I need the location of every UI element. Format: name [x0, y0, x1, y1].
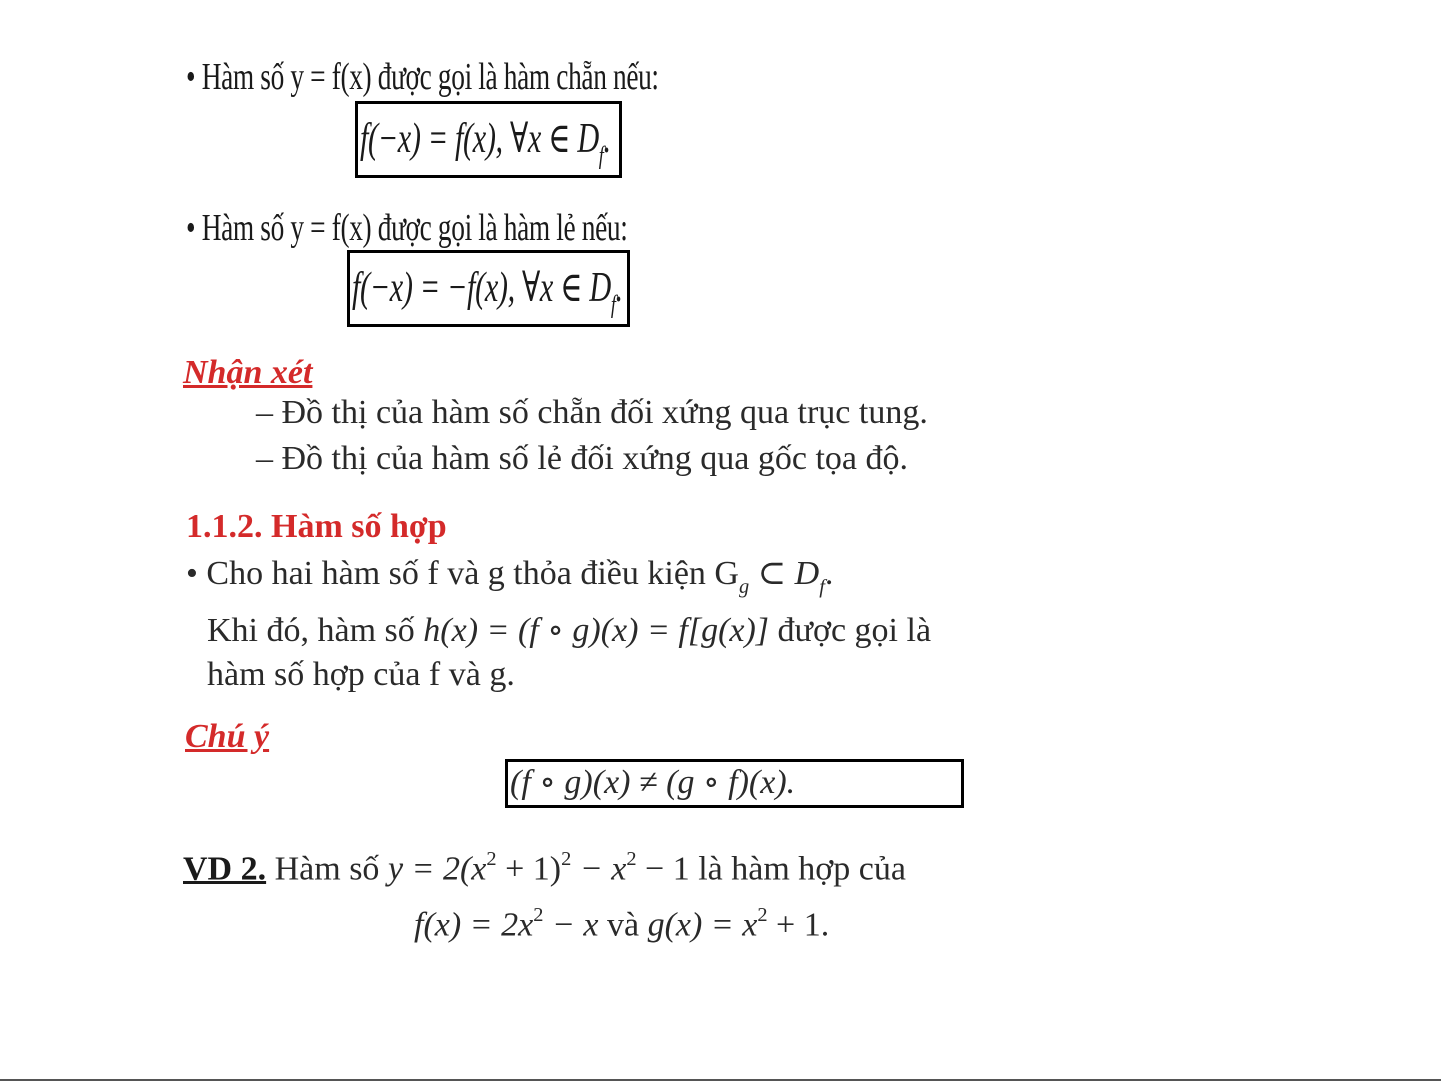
- example-eq-part4: − 1: [636, 850, 690, 888]
- odd-formula-sub: f: [610, 291, 616, 319]
- odd-formula-main: f(−x) = −f(x), ∀x ∈ D: [352, 265, 611, 311]
- definition-text-b: được gọi là: [769, 612, 932, 649]
- example-sup-2: 2: [561, 848, 572, 870]
- definition-math: h(x) = (f ∘ g)(x) = f[g(x)]: [423, 612, 770, 649]
- example-text-b: là hàm hợp của: [689, 850, 906, 888]
- condition-text: • Cho hai hàm số f và g thỏa điều kiện G: [186, 555, 739, 592]
- example-and: và: [598, 906, 648, 944]
- example-f-sup: 2: [533, 904, 544, 926]
- definition-text-a: Khi đó, hàm số: [207, 612, 424, 649]
- example-g-rest: + 1.: [767, 906, 830, 944]
- condition-subset: ⊂ D: [749, 555, 820, 592]
- example-text-a: Hàm số: [266, 850, 388, 888]
- example-eq-part2: + 1): [496, 850, 562, 888]
- even-formula-sub: f: [598, 142, 604, 170]
- remark-heading: Nhận xét: [183, 354, 313, 391]
- note-heading: Chú ý: [185, 718, 270, 755]
- even-formula-end: .: [603, 116, 611, 162]
- even-formula: [360, 113, 611, 170]
- remark-line-2: – Đồ thị của hàm số lẻ đối xứng qua gốc tọa độ.: [256, 440, 909, 477]
- condition-sub-g: g: [738, 576, 750, 599]
- note-formula: (f ∘ g)(x) ≠ (g ∘ f)(x).: [510, 764, 796, 801]
- example-eq-part1: y = 2(x: [387, 850, 487, 888]
- example-line-2: [414, 904, 829, 944]
- example-eq-part3: − x: [571, 850, 627, 888]
- example-sup-3: 2: [626, 848, 637, 870]
- section-heading: 1.1.2. Hàm số hợp: [186, 508, 447, 545]
- example-f-rest: − x: [543, 906, 599, 944]
- condition-end: .: [824, 555, 834, 592]
- example-f-def: f(x) = 2x: [414, 906, 534, 944]
- example-g-sup: 2: [757, 904, 768, 926]
- condition-sub-f: f: [819, 576, 825, 599]
- composite-definition-line-1: [207, 610, 931, 650]
- composite-definition-line-2: hàm số hợp của f và g.: [207, 656, 515, 693]
- example-line-1: [183, 848, 906, 888]
- remark-line-1: – Đồ thị của hàm số chẵn đối xứng qua trục tung.: [256, 394, 928, 431]
- odd-formula-end: .: [615, 265, 623, 311]
- example-label: VD 2.: [183, 850, 267, 888]
- example-g-def: g(x) = x: [647, 906, 758, 944]
- composite-condition: [186, 553, 833, 599]
- odd-definition-text: • Hàm số y = f(x) được gọi là hàm lẻ nếu:: [186, 207, 628, 249]
- even-formula-main: f(−x) = f(x), ∀x ∈ D: [360, 116, 599, 162]
- example-sup-1: 2: [486, 848, 497, 870]
- even-definition-text: • Hàm số y = f(x) được gọi là hàm chẵn nếu:: [186, 56, 659, 98]
- odd-formula: [352, 262, 623, 319]
